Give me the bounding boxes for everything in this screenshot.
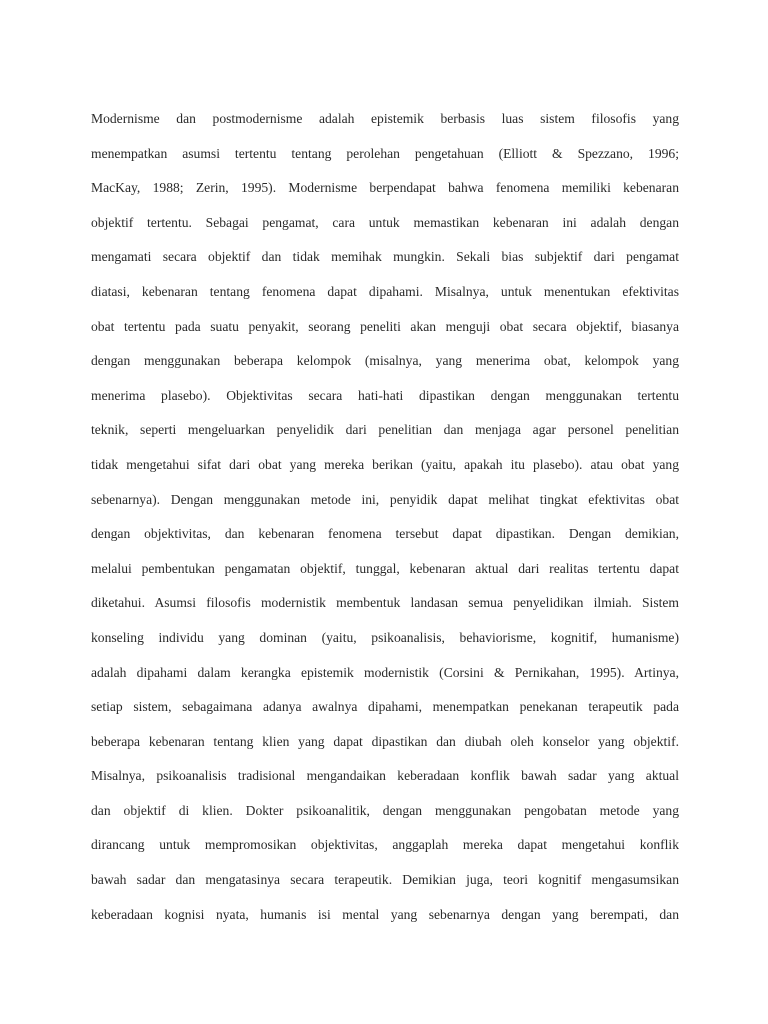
paragraph-line: menerima plasebo). Objektivitas secara hati-hati dipastikan dengan menggunakan tertentu <box>91 387 679 403</box>
paragraph-line: MacKay, 1988; Zerin, 1995). Modernisme berpendapat bahwa fenomena memiliki kebenaran <box>91 180 679 196</box>
paragraph-line: mengamati secara objektif dan tidak memihak mungkin. Sekali bias subjektif dari pengamat <box>91 249 679 265</box>
paragraph-line: adalah dipahami dalam kerangka epistemik modernistik (Corsini & Pernikahan, 1995). Artinya, <box>91 664 679 680</box>
paragraph-line: tidak mengetahui sifat dari obat yang mereka berikan (yaitu, apakah itu plasebo). atau obat yang <box>91 456 679 472</box>
paragraph-line: sebenarnya). Dengan menggunakan metode ini, penyidik dapat melihat tingkat efektivitas obat <box>91 491 679 507</box>
paragraph-line: bawah sadar dan mengatasinya secara terapeutik. Demikian juga, teori kognitif mengasumsikan <box>91 872 679 888</box>
paragraph-line: teknik, seperti mengeluarkan penyelidik dari penelitian dan menjaga agar personel penelitian <box>91 422 679 438</box>
body-paragraph <box>91 108 679 938</box>
paragraph-line: diketahui. Asumsi filosofis modernistik membentuk landasan semua penyelidikan ilmiah. Sistem <box>91 595 679 611</box>
paragraph-line: keberadaan kognisi nyata, humanis isi mental yang sebenarnya dengan yang berempati, dan <box>91 906 679 922</box>
paragraph-line: dengan objektivitas, dan kebenaran fenomena tersebut dapat dipastikan. Dengan demikian, <box>91 526 679 542</box>
paragraph-line: beberapa kebenaran tentang klien yang dapat dipastikan dan diubah oleh konselor yang objektif. <box>91 733 679 749</box>
paragraph-line: objektif tertentu. Sebagai pengamat, cara untuk memastikan kebenaran ini adalah dengan <box>91 214 679 230</box>
paragraph-line: diatasi, kebenaran tentang fenomena dapat dipahami. Misalnya, untuk menentukan efektivitas <box>91 283 679 299</box>
paragraph-line: konseling individu yang dominan (yaitu, psikoanalisis, behaviorisme, kognitif, humanisme) <box>91 629 679 645</box>
paragraph-line: dengan menggunakan beberapa kelompok (misalnya, yang menerima obat, kelompok yang <box>91 353 679 369</box>
paragraph-line: dirancang untuk mempromosikan objektivitas, anggaplah mereka dapat mengetahui konflik <box>91 837 679 853</box>
paragraph-line: menempatkan asumsi tertentu tentang perolehan pengetahuan (Elliott & Spezzano, 1996; <box>91 145 679 161</box>
paragraph-line: obat tertentu pada suatu penyakit, seorang peneliti akan menguji obat secara objektif, biasanya <box>91 318 679 334</box>
paragraph-line: dan objektif di klien. Dokter psikoanalitik, dengan menggunakan pengobatan metode yang <box>91 802 679 818</box>
paragraph-line: setiap sistem, sebagaimana adanya awalnya dipahami, menempatkan penekanan terapeutik pada <box>91 699 679 715</box>
paragraph-line: Misalnya, psikoanalisis tradisional mengandaikan keberadaan konflik bawah sadar yang aktual <box>91 768 679 784</box>
paragraph-line: melalui pembentukan pengamatan objektif, tunggal, kebenaran aktual dari realitas tertentu dapat <box>91 560 679 576</box>
paragraph-line: Modernisme dan postmodernisme adalah epistemik berbasis luas sistem filosofis yang <box>91 111 679 126</box>
